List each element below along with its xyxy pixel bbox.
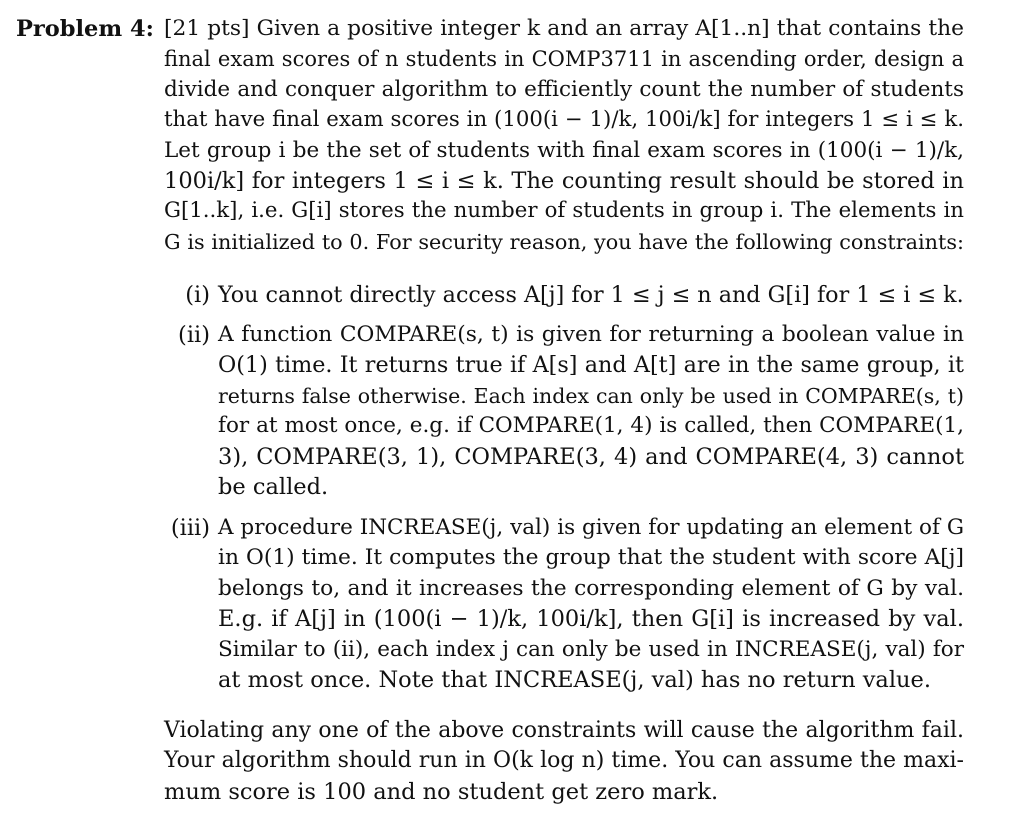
- intro-line: that have final exam scores in (100(i − 1)/k, 100i/k] for integers 1 ≤ i ≤ k.: [164, 107, 964, 133]
- constraint-number: (ii): [178, 322, 210, 348]
- constraint-number: (iii): [170, 515, 210, 541]
- intro-paragraph: [164, 14, 964, 257]
- constraint-ii-text: [218, 320, 964, 502]
- constraint-line: O(1) time. It returns true if A[s] and A[t] are in the same group, it: [218, 352, 964, 379]
- constraint-line: for at most once, e.g. if COMPARE(1, 4) is called, then COMPARE(1,: [218, 413, 964, 439]
- closing-line: Violating any one of the above constraints will cause the algorithm fail.: [164, 718, 964, 743]
- intro-line: Let group i be the set of students with final exam scores in (100(i − 1)/k,: [164, 137, 964, 163]
- constraint-line: You cannot directly access A[j] for 1 ≤ j ≤ n and G[i] for 1 ≤ i ≤ k.: [218, 282, 964, 308]
- closing-line: mum score is 100 and no student get zero mark.: [164, 778, 719, 805]
- constraint-line: A procedure INCREASE(j, val) is given for updating an element of G: [218, 515, 964, 540]
- intro-line: final exam scores of n students in COMP3711 in ascending order, design a: [164, 47, 964, 72]
- constraint-line: belongs to, and it increases the corresponding element of G by val.: [218, 575, 964, 601]
- intro-line: G is initialized to 0. For security reason, you have the following constraints:: [164, 229, 964, 254]
- constraint-line: returns false otherwise. Each index can only be used in COMPARE(s, t): [218, 383, 964, 408]
- intro-line: [21 pts] Given a positive integer k and an array A[1..n] that contains the: [164, 16, 964, 41]
- constraint-line: A function COMPARE(s, t) is given for returning a boolean value in: [218, 322, 964, 347]
- closing-paragraph: [164, 716, 964, 807]
- constraint-i-text: [218, 280, 964, 310]
- intro-line: 100i/k] for integers 1 ≤ i ≤ k. The counting result should be stored in: [164, 168, 964, 195]
- intro-line: G[1..k], i.e. G[i] stores the number of students in group i. The elements in: [164, 198, 964, 224]
- problem-label: Problem 4:: [16, 16, 154, 42]
- constraint-line: in O(1) time. It computes the group that the student with score A[j]: [218, 545, 964, 571]
- constraint-line: at most once. Note that INCREASE(j, val) has no return value.: [218, 667, 932, 694]
- closing-line: Your algorithm should run in O(k log n) time. You can assume the maxi-: [164, 748, 964, 774]
- constraint-iii-text: [218, 513, 964, 695]
- constraint-line: 3), COMPARE(3, 1), COMPARE(3, 4) and COMPARE(4, 3) cannot: [218, 443, 964, 470]
- constraint-number: (i): [185, 282, 210, 308]
- constraint-line: E.g. if A[j] in (100(i − 1)/k, 100i/k], then G[i] is increased by val.: [218, 606, 964, 633]
- constraint-line: Similar to (ii), each index j can only be used in INCREASE(j, val) for: [218, 636, 964, 662]
- intro-line: divide and conquer algorithm to efficiently count the number of students: [164, 76, 964, 102]
- constraint-line: be called.: [218, 474, 329, 501]
